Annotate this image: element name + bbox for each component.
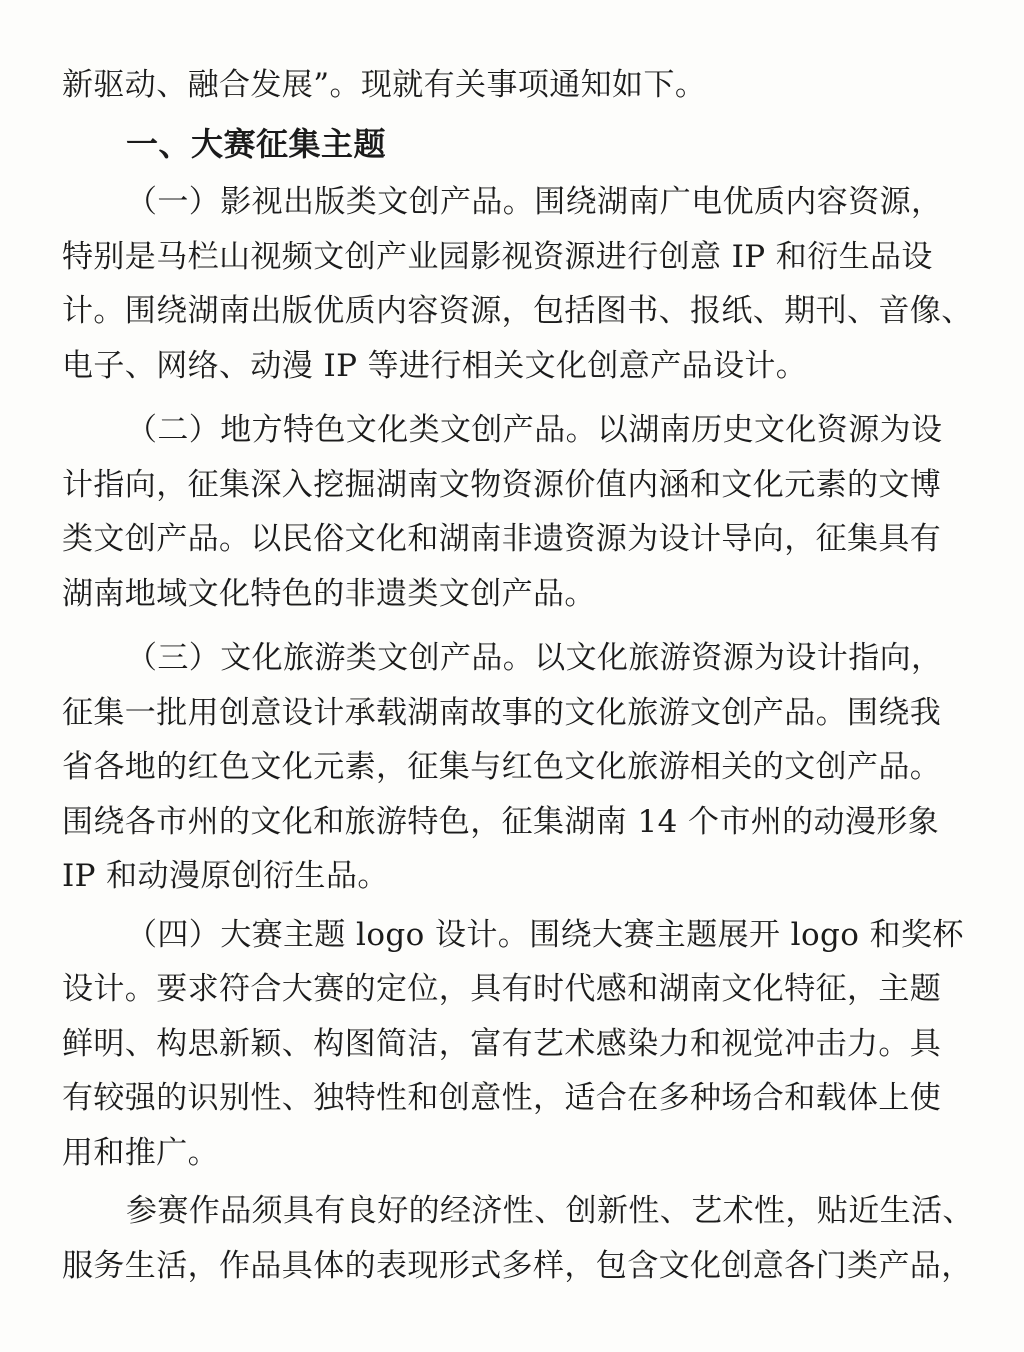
text-line: 鲜明、构思新颖、构图简洁，富有艺术感染力和视觉冲击力。具 xyxy=(62,1025,942,1062)
paragraph-item-3 xyxy=(62,631,968,904)
text-line: 电子、网络、动漫 IP 等进行相关文化创意产品设计。 xyxy=(62,347,808,384)
text-line: （四）大赛主题 logo 设计。围绕大赛主题展开 logo 和奖杯 xyxy=(126,916,964,953)
text-line: 计。围绕湖南出版优质内容资源，包括图书、报纸、期刊、音像、 xyxy=(62,293,973,329)
text-line: IP 和动漫原创衍生品。 xyxy=(62,858,389,894)
text-line: 服务生活，作品具体的表现形式多样，包含文化创意各门类产品， xyxy=(62,1247,973,1284)
text-line: （三）文化旅游类文创产品。以文化旅游资源为设计指向， xyxy=(126,640,943,676)
paragraph-continuation xyxy=(62,58,968,113)
text-line: 设计。要求符合大赛的定位，具有时代感和湖南文化特征，主题 xyxy=(62,971,942,1007)
text-line: （二）地方特色文化类文创产品。以湖南历史文化资源为设 xyxy=(126,412,943,448)
text-line: （一）影视出版类文创产品。围绕湖南广电优质内容资源， xyxy=(126,184,943,220)
text-line: 类文创产品。以民俗文化和湖南非遗资源为设计导向，征集具有 xyxy=(62,521,942,557)
text-line: 计指向，征集深入挖掘湖南文物资源价值内涵和文化元素的文博 xyxy=(62,466,942,503)
text-line: 围绕各市州的文化和旅游特色，征集湖南 14 个市州的动漫形象 xyxy=(62,803,940,840)
text-line: 省各地的红色文化元素，征集与红色文化旅游相关的文创产品。 xyxy=(62,749,942,785)
paragraph-item-2 xyxy=(62,403,968,621)
text-line: 参赛作品须具有良好的经济性、创新性、艺术性，贴近生活、 xyxy=(126,1193,974,1229)
text-line: 湖南地域文化特色的非遗类文创产品。 xyxy=(62,575,596,612)
section-title: 一、大赛征集主题 xyxy=(126,124,387,163)
text-line: 征集一批用创意设计承载湖南故事的文化旅游文创产品。围绕我 xyxy=(62,694,942,731)
text-line: 有较强的识别性、独特性和创意性，适合在多种场合和载体上使 xyxy=(62,1080,942,1116)
paragraph-item-4 xyxy=(62,908,968,1181)
paragraph-requirements xyxy=(62,1184,974,1293)
text-line: 用和推广。 xyxy=(62,1134,219,1171)
text-line: 特别是马栏山视频文创产业园影视资源进行创意 IP 和衍生品设 xyxy=(62,238,933,275)
text-line: 新驱动、融合发展”。现就有关事项通知如下。 xyxy=(62,67,707,103)
paragraph-item-1 xyxy=(62,175,973,393)
section-heading xyxy=(62,117,968,172)
